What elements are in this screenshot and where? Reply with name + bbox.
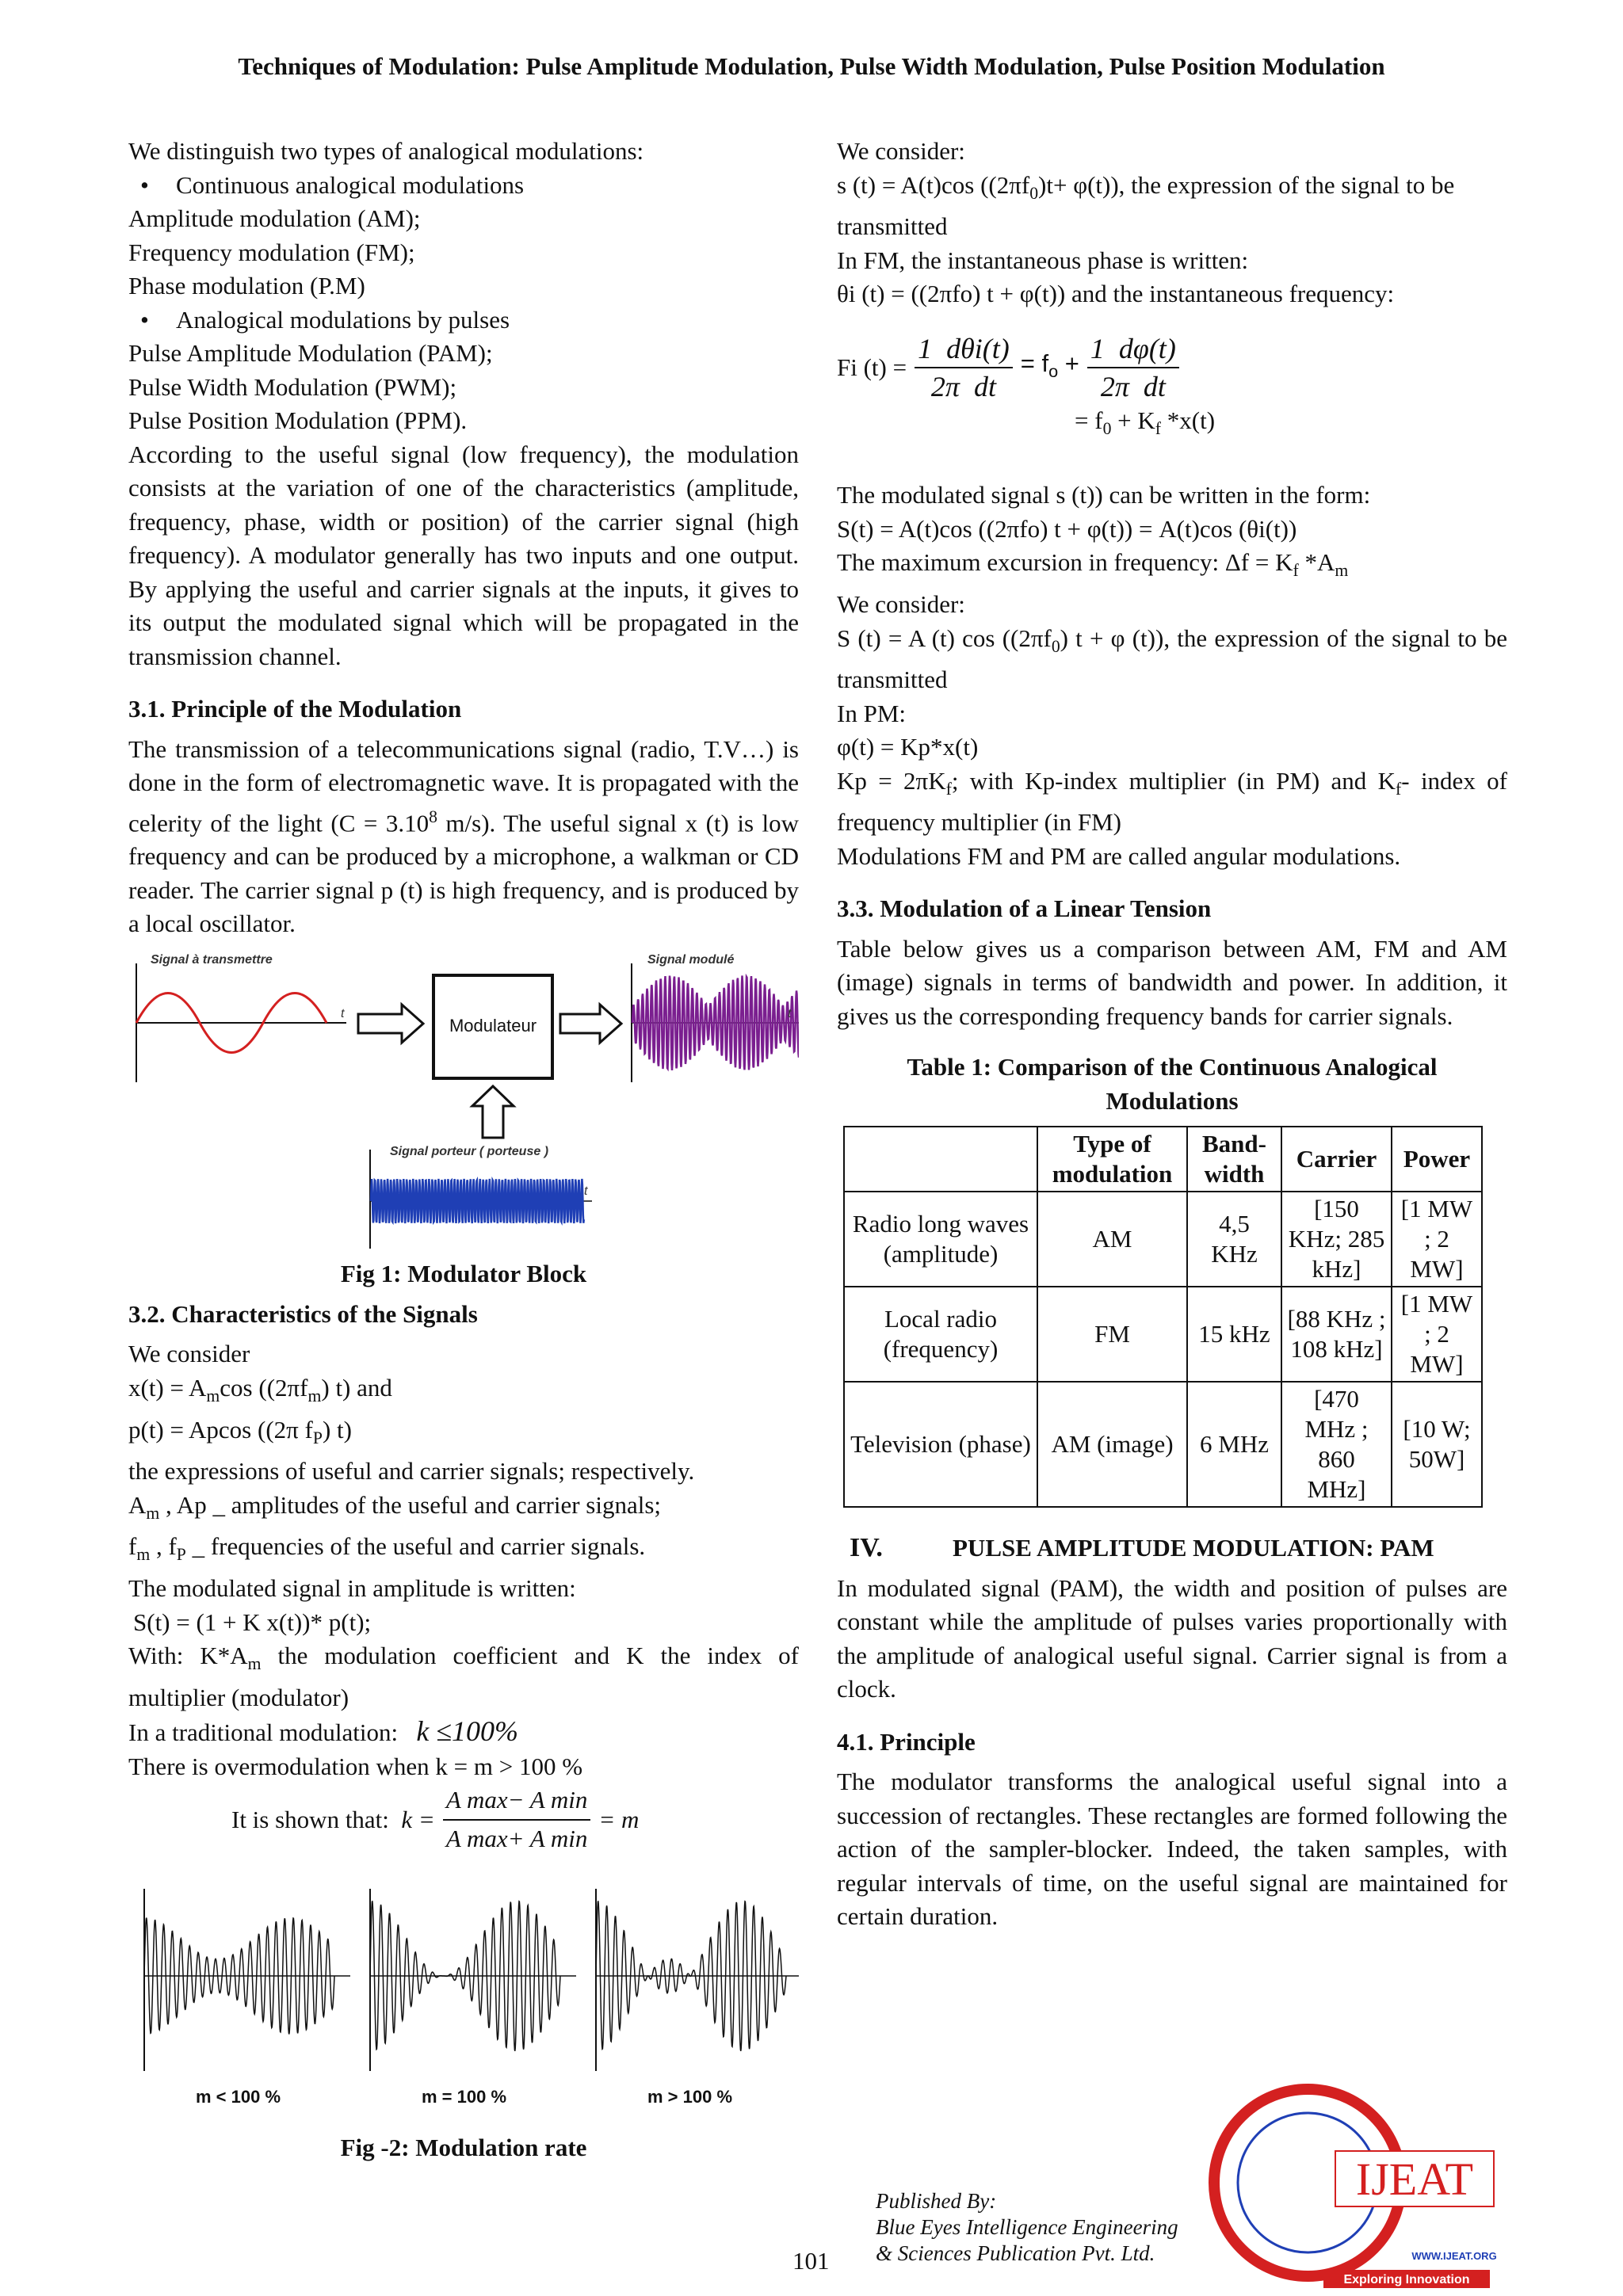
logo-text: IJEAT xyxy=(1355,2153,1474,2205)
paragraph-principle: The modulator transforms the analogical useful signal into a succession of rectangles. These rectangles are formed following the action of the sampler-blocker. Indeed, the taken samples, with regular intervals of time, on the useful signal are maintained for certain duration. xyxy=(837,1768,1507,1931)
table-1-caption: Table 1: Comparison of the Continuous Analogical Modulations xyxy=(907,1053,1438,1115)
running-header: Techniques of Modulation: Pulse Amplitude Modulation, Pulse Width Modulation, Pulse Position Modulation xyxy=(238,52,1385,80)
traditional-modulation-text: In a traditional modulation: k ≤100% xyxy=(128,1715,519,1748)
we-consider-text: We consider xyxy=(128,1340,250,1368)
plot-m-less-100 xyxy=(144,1889,350,2071)
section-3-2-heading: 3.2. Characteristics of the Signals xyxy=(128,1299,478,1328)
paragraph-table-intro: Table below gives us a comparison between AM, FM and AM (image) signals in terms of bandwidth and power. In addition, it gives us the corresponding frequency bands for carrier signals. xyxy=(837,934,1507,1030)
equation-modulation-index: It is shown that: k = $\frac{\text{A max− A min}}{\text{A max+ A min}}$ = m xyxy=(128,1783,799,1855)
label-carrier-signal: Signal porteur ( porteuse ) xyxy=(390,1144,549,1158)
we-consider-text: We consider: xyxy=(837,137,965,165)
arrow-in-icon xyxy=(358,1005,423,1043)
section-4-heading: IV. PULSE AMPLITUDE MODULATION: PAM xyxy=(850,1533,1434,1563)
equation-fi-result: = $f_0 + K_f$ *x(t) xyxy=(1075,406,1216,438)
paragraph-pam: In modulated signal (PAM), the width and position of pulses are constant while the amplitude of pulses varies proportionally with the amplitude of analogical useful signal. Carrier signal is from a clock. xyxy=(837,1573,1507,1703)
instantaneous-phase-text: θi (t) = ((2πfo) t + φ(t)) and the instantaneous frequency: xyxy=(837,280,1395,308)
with-coefficient-text: With: $K*A_m$ the modulation coefficient and K the index of multiplier (modulator) xyxy=(128,1642,799,1711)
publisher-note: Published By: Blue Eyes Intelligence Engineering & Sciences Publication Pvt. Ltd. xyxy=(876,2189,1178,2265)
in-pm-text: In PM: xyxy=(837,699,906,727)
label-m-equal-100: m = 100 % xyxy=(422,2087,507,2107)
figure-1-modulator-block xyxy=(128,948,799,1291)
svg-text:t: t xyxy=(341,1006,345,1020)
equation-st: S(t) = (1 + K x(t))* p(t); xyxy=(133,1608,372,1636)
kp-definition-text: $Kp = 2\pi K_f$; with Kp-index multiplier (in PM) and $K_f-$ index of frequency multiplier (in FM) xyxy=(837,766,1507,837)
figure-2-modulation-rate xyxy=(128,1873,799,2164)
figure-1-caption: Fig 1: Modulator Block xyxy=(340,1260,587,1288)
frequencies-text: $f_m$ , $f_P$ _ frequencies of the useful and carrier signals. xyxy=(128,1532,646,1565)
label-modulator: Modulateur xyxy=(449,1015,537,1035)
right-column xyxy=(837,135,1507,1934)
signal-expression-2: S (t) = A (t) $\cos ((2\pi f_0) t + \varphi$ (t)), the expression of the signal to be transmitted xyxy=(837,624,1507,694)
modulated-form-text: The modulated signal s (t)) can be written in the form: xyxy=(837,481,1371,509)
equation-S: S(t) = A(t)cos ((2πfo) t + φ(t)) = A(t)cos (θi(t)) xyxy=(837,514,1297,543)
item-fm: Frequency modulation (FM); xyxy=(128,238,415,266)
item-ppm: Pulse Position Modulation (PPM). xyxy=(128,406,468,434)
section-3-1-heading: 3.1. Principle of the Modulation xyxy=(128,695,462,723)
item-pam: Pulse Amplitude Modulation (PAM); xyxy=(128,339,493,367)
we-consider-2-text: We consider: xyxy=(837,590,965,619)
svg-text:t: t xyxy=(788,1006,792,1020)
section-4-1-heading: 4.1. Principle xyxy=(837,1727,976,1756)
page-number: 101 xyxy=(792,2247,830,2275)
input-signal-plot xyxy=(136,953,346,1082)
figure-2-caption: Fig -2: Modulation rate xyxy=(340,2133,587,2161)
equation-pt: p(t) = Apcos ((2π $f_P$) t) xyxy=(128,1415,352,1447)
equation-instantaneous-frequency: Fi (t) = $\frac{\text{1 dθi(t)}}{\text{2π dt}}$ = $f_o$ + $\frac{1 d\varphi(t)}{\text{2π dt}}$ xyxy=(837,332,1507,404)
label-output-signal: Signal modulé xyxy=(647,952,735,967)
item-am: Amplitude modulation (AM); xyxy=(128,204,421,232)
svg-text:t: t xyxy=(584,1184,588,1198)
in-fm-text: In FM, the instantaneous phase is written: xyxy=(837,246,1249,274)
logo-url: WWW.IJEAT.ORG xyxy=(1411,2250,1497,2262)
left-column xyxy=(128,135,799,2171)
plot-m-greater-100 xyxy=(596,1889,799,2071)
item-pm: Phase modulation (P.M) xyxy=(128,272,365,299)
arrow-up-icon xyxy=(472,1086,514,1138)
equation-phi: φ(t) = Kp*x(t) xyxy=(837,733,979,761)
signal-expression: s (t) = A(t)cos $((2\pi f_0)t+ \varphi(t))$, the expression of the signal to be transmitted xyxy=(837,170,1455,241)
table-row: Local radio (frequency) FM 15 kHz [88 KHz ; 108 kHz] [1 MW ; 2 MW] xyxy=(844,1287,1482,1382)
carrier-signal-plot xyxy=(370,1145,592,1249)
expressions-text: the expressions of useful and carrier signals; respectively. xyxy=(128,1457,695,1486)
logo-tagline: Exploring Innovation xyxy=(1343,2273,1470,2286)
arrow-out-icon xyxy=(560,1005,621,1043)
equation-xt: $x(t) = A_m\cos$ ($(2\pi f_m)$ t) and xyxy=(128,1373,392,1406)
overmodulation-text: There is overmodulation when k = m > 100 % xyxy=(128,1752,583,1780)
output-signal-plot xyxy=(632,953,799,1082)
bullet-continuous: • Continuous analogical modulations xyxy=(128,169,799,203)
angular-modulations-text: Modulations FM and PM are called angular modulations. xyxy=(837,841,1401,870)
table-row: Television (phase) AM (image) 6 MHz [470 MHz ; 860 MHz] [10 W; 50W] xyxy=(844,1382,1482,1507)
paragraph-transmission: The transmission of a telecommunications signal (radio, T.V…) is done in the form of electromagnetic wave. It is propagated with the celerity of the light ($C = 3.10^8$ m/s). The useful signal x (t) is low frequency and can be produced by a microphone, a walkman or CD reader. The carrier signal p (t) is high frequency, and is produced by a local oscillator. xyxy=(128,734,799,938)
max-excursion-text: The maximum excursion in frequency: $\Delta f = K_f$ $*A_m$ xyxy=(837,548,1349,581)
amplitudes-text: $A_m$ , Ap _ amplitudes of the useful and carrier signals; xyxy=(128,1490,662,1523)
modulated-amplitude-text: The modulated signal in amplitude is written: xyxy=(128,1574,576,1603)
ijeat-logo xyxy=(1193,2076,1510,2294)
paragraph-useful-signal: According to the useful signal (low frequency), the modulation consists at the variation of one of the characteristics (amplitude, frequency, phase, width or position) of the carrier signal (high frequency). A modulator generally has two inputs and one output. By applying the useful and carrier signals at the inputs, it gives to its output the modulated signal which will be propagated in the transmission channel. xyxy=(128,440,799,670)
section-3-3-heading: 3.3. Modulation of a Linear Tension xyxy=(837,894,1212,923)
plot-m-equal-100 xyxy=(370,1889,576,2071)
item-pwm: Pulse Width Modulation (PWM); xyxy=(128,372,457,401)
intro-text: We distinguish two types of analogical modulations: xyxy=(128,137,644,165)
label-m-greater-100: m > 100 % xyxy=(647,2087,733,2107)
table-row: Radio long waves (amplitude) AM 4,5 KHz [150 KHz; 285 kHz] [1 MW ; 2 MW] xyxy=(844,1192,1482,1287)
label-m-less-100: m < 100 % xyxy=(196,2087,281,2107)
label-input-signal: Signal à transmettre xyxy=(151,952,273,967)
table-header-row: Type of modulation Band-width Carrier Power xyxy=(844,1127,1482,1192)
bullet-pulses: • Analogical modulations by pulses xyxy=(128,303,799,338)
comparison-table xyxy=(843,1126,1483,1508)
